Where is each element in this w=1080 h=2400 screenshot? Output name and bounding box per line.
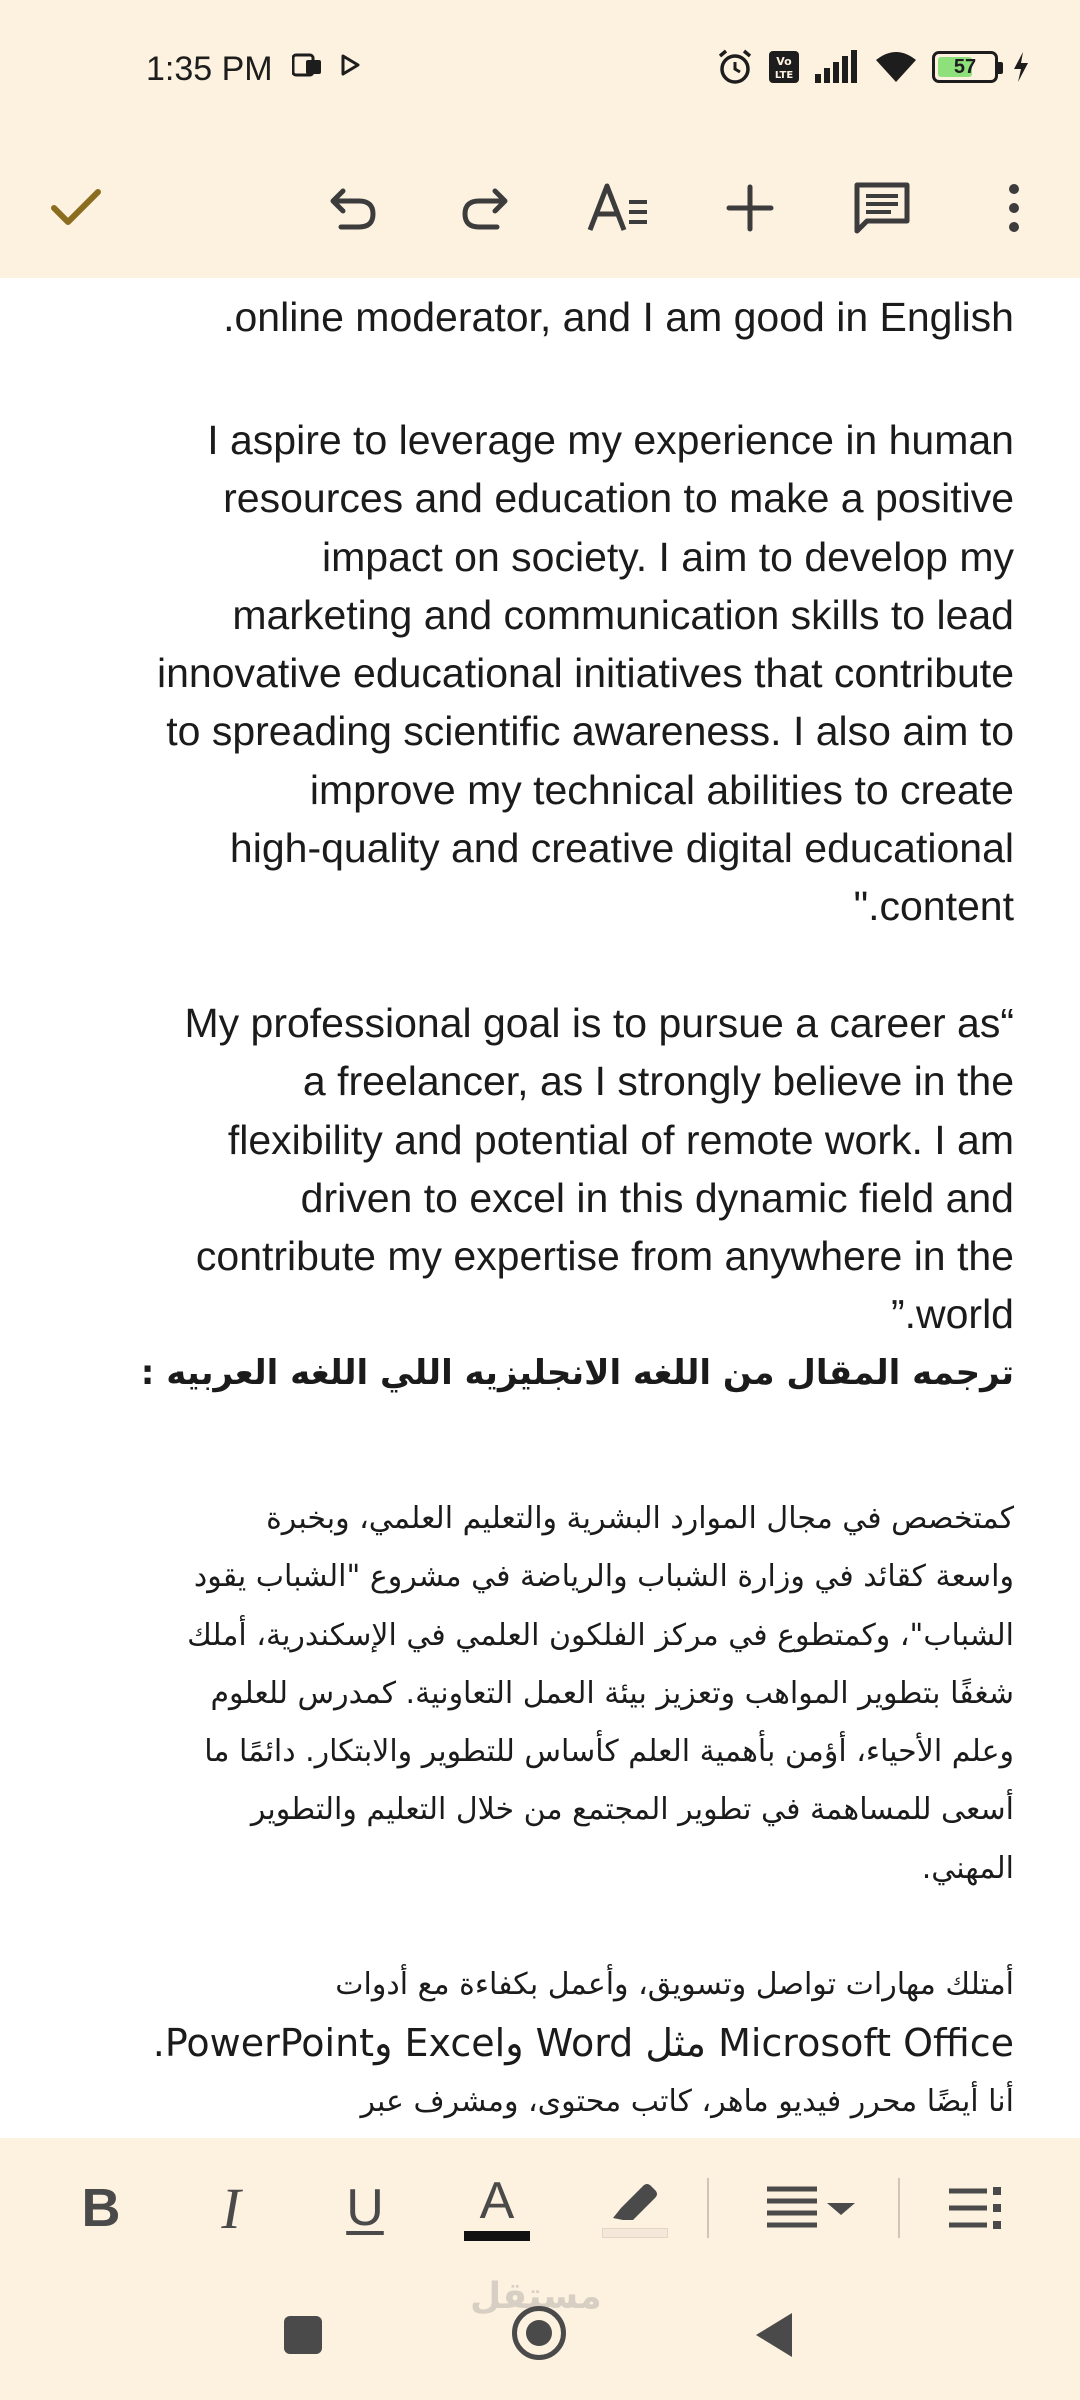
doc-line: high-quality and creative digital educational [229,825,1014,872]
bold-button[interactable] [56,2160,146,2256]
more-vert-icon [1006,183,1022,233]
status-left-icons [292,52,360,78]
italic-button[interactable] [186,2160,276,2256]
translation-heading [54,1344,1014,1402]
undo-icon [329,185,379,231]
watermark-text: مستقل [470,2276,602,2317]
format-divider [707,2178,709,2238]
bold-label: B [81,2178,121,2238]
text-color-label: A [479,2172,515,2230]
document-body[interactable] [0,278,1080,2138]
clipped-line [54,278,1014,288]
doc-line: أمتلك مهارات تواصل وتسويق، وأعمل بكفاءة مع أدوات [335,1967,1014,2002]
text-color-swatch [464,2231,530,2241]
add-icon [726,184,774,232]
doc-line: المهني. [921,1850,1014,1886]
status-right-icons [716,48,1030,86]
doc-line: contribute my expertise from anywhere in the [195,1233,1014,1280]
doc-line: Microsoft Office مثل Word وExcel وPowerPoint. [152,2021,1014,2066]
text-format-button[interactable] [570,160,666,256]
doc-line: I aspire to leverage my experience in human [207,417,1014,463]
comment-icon [853,181,911,235]
doc-line: أنا أيضًا محرر فيديو ماهر، كاتب محتوى، ومشرف عبر [360,2083,1014,2119]
doc-line: ”.world [890,1291,1014,1338]
doc-line: a freelancer, as I strongly believe in the [302,1058,1014,1105]
recents-icon[interactable] [284,2316,322,2354]
highlighter-icon [607,2178,663,2224]
list-icon [947,2187,1003,2229]
doc-line: الشباب"، وكمتطوع في مركز الفلكون العلمي في الإسكندرية، أملك [187,1617,1014,1653]
undo-button[interactable] [306,160,402,256]
paragraph-2 [54,994,1014,1344]
text-color-button[interactable] [452,2160,542,2256]
home-dot [526,2320,552,2346]
text-format-icon [587,182,649,234]
battery-icon [932,51,998,83]
doc-toolbar [0,140,1080,278]
doc-line: impact on society. I aim to develop my [322,533,1014,580]
system-nav-bar [0,2276,1080,2400]
status-bar [0,0,1080,140]
home-icon[interactable] [512,2306,566,2360]
doc-line: marketing and communication skills to lead [232,591,1014,638]
highlight-button[interactable] [590,2160,680,2256]
doc-line: كمتخصص في مجال الموارد البشرية والتعليم العلمي، وبخبرة [266,1501,1014,1536]
doc-line: أسعى للمساهمة في تطوير المجتمع من خلال التعليم والتطوير [250,1792,1014,1828]
redo-icon [459,185,509,231]
align-button[interactable] [756,2160,866,2256]
doc-line: وعلم الأحياء، أؤمن بأهمية العلم كأساس للتطوير والابتكار. دائمًا ما [204,1734,1014,1770]
play-icon [340,54,360,76]
list-button[interactable] [930,2160,1020,2256]
charging-icon [1012,51,1030,83]
comment-button[interactable] [834,160,930,256]
doc-line: ".content [853,883,1014,930]
signal-icon [814,50,860,84]
svg-text:Vo: Vo [776,55,792,68]
italic-label: I [221,2175,241,2241]
format-toolbar [0,2138,1080,2276]
teams-icon [292,52,322,78]
doc-line: .online moderator, and I am good in English [223,294,1014,340]
doc-line: driven to excel in this dynamic field and [300,1174,1014,1221]
top-region [0,0,1080,278]
paragraph-arabic-2 [54,1956,1014,2131]
check-icon [50,188,102,228]
done-button[interactable] [28,160,124,256]
more-options-button[interactable] [966,160,1062,256]
highlight-swatch [602,2228,668,2238]
back-icon[interactable] [752,2310,796,2360]
doc-line: resources and education to make a positive [223,475,1014,522]
doc-line: My professional goal is to pursue a career as“ [184,1000,1014,1046]
paragraph-1 [54,411,1014,936]
align-icon [765,2185,857,2231]
underline-label: U [346,2179,384,2237]
redo-button[interactable] [436,160,532,256]
doc-line: innovative educational initiatives that contribute [157,650,1014,697]
doc-line: شغفًا بتطوير المواهب وتعزيز بيئة العمل التعاونية. كمدرس للعلوم [210,1675,1014,1711]
svg-text:LTE: LTE [774,70,794,81]
battery-level: 57 [953,56,977,78]
paragraph-0 [54,278,1014,346]
format-divider [898,2178,900,2238]
doc-line: flexibility and potential of remote work. I am [227,1116,1014,1163]
alarm-icon [716,48,754,86]
doc-line: واسعة كقائد في وزارة الشباب والرياضة في مشروع "الشباب يقود [193,1559,1014,1595]
doc-heading-line: ترجمه المقال من اللغه الانجليزيه اللي اللغه العربيه : [140,1353,1014,1393]
status-time: 1:35 PM [146,50,273,88]
volte-icon [768,50,800,84]
paragraph-arabic-1 [54,1490,1014,1898]
doc-line: improve my technical abilities to create [309,766,1014,813]
insert-button[interactable] [702,160,798,256]
doc-line: to spreading scientific awareness. I also aim to [166,708,1014,755]
underline-button[interactable] [320,2160,410,2256]
wifi-icon [874,50,918,84]
